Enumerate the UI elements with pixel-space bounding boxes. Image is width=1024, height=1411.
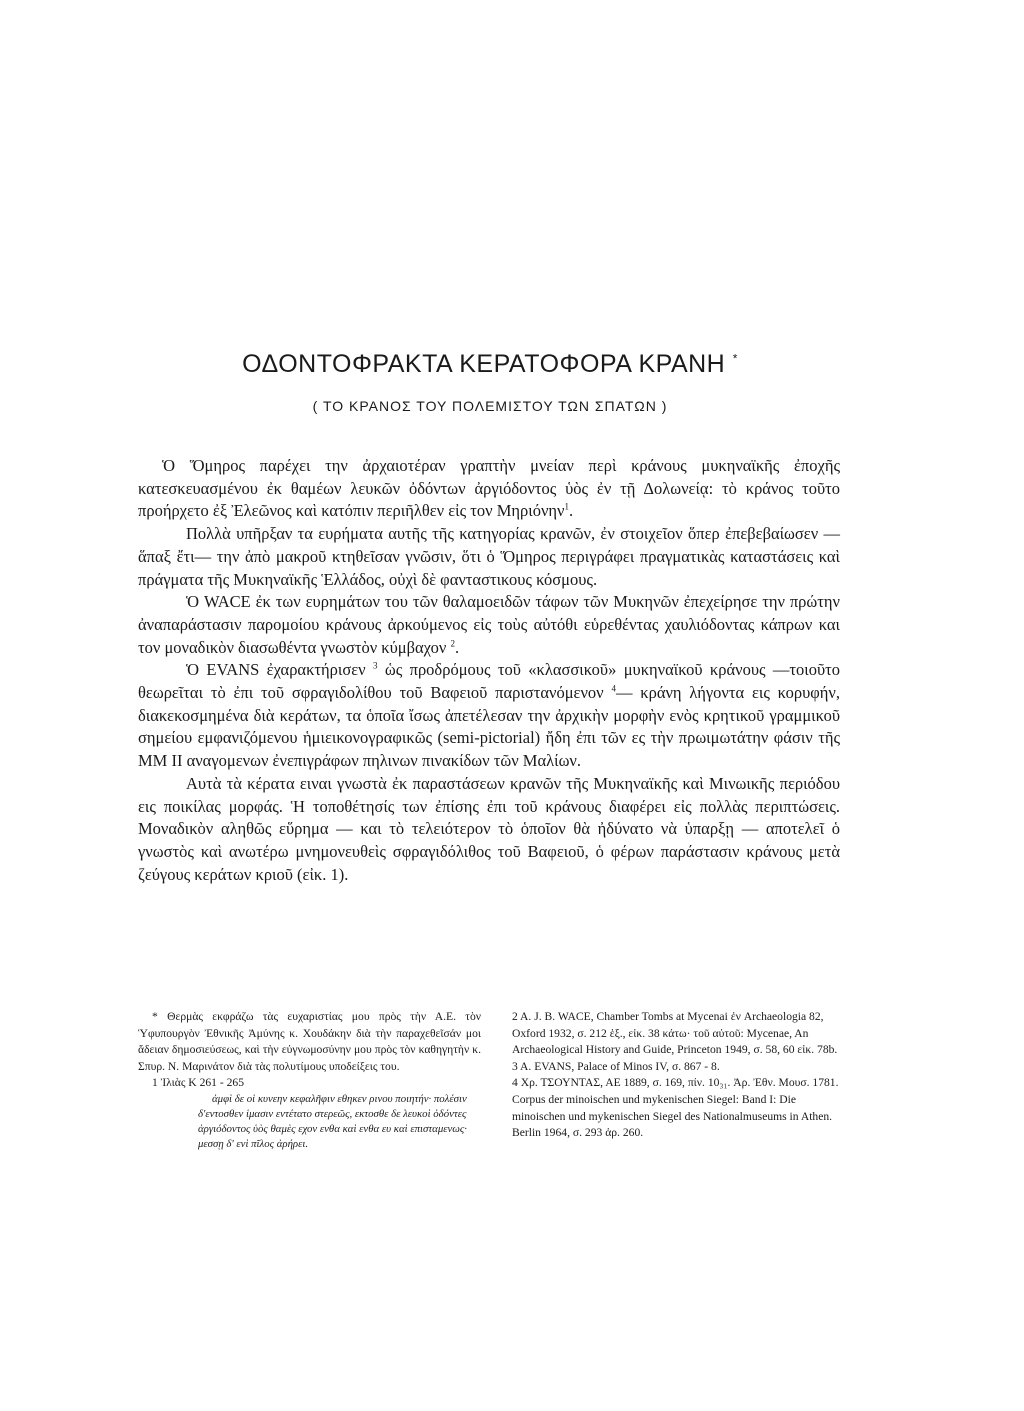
footnote-ref-2: 2 <box>450 638 455 649</box>
paragraph-1-text: Ὁ Ὅμηρος παρέχει την ἀρχαιοτέραν γραπτὴν μνείαν περὶ κράνους μυκηναϊκῆς ἐποχῆς κατεσκευασμένου ἐκ θαμέων λευκῶν ὀδόντων ἀργιόδοντος ὑὸς ἐν τῇ Δολωνείᾳ: τὸ κράνος τοῦτο προήρχετο ἐξ Ἐλεῶνος καὶ κατόπιν περιῆλθεν εἰς τον Μηριόνην <box>138 456 840 521</box>
footnotes-right-column <box>512 1009 842 1142</box>
footnote-ref-3: 3 <box>372 660 378 671</box>
article-subtitle: ( ΤΟ ΚΡΑΝΟΣ ΤΟΥ ΠΟΛΕΜΙΣΤΟΥ ΤΩΝ ΣΠΑΤΩΝ ) <box>312 398 668 414</box>
paragraph-3-text: Ὁ WACE ἐκ των ευρημάτων του τῶν θαλαμοειδῶν τάφων τῶν Μυκηνῶν ἐπεχείρησε την πρώτην ἀναπαράστασιν παρομοίου κράνους ἀρκούμενος εἰς τοὺς αὐτόθι εὑρεθέντας χαυλιόδοντας κάπρων και τον μοναδικὸν διασωθέντα γνωστὸν κύμβαχον <box>138 592 840 657</box>
footnote-2: 2 A. J. B. WACE, Chamber Tombs at Mycenai ἐν Archaeologia 82, Oxford 1932, σ. 212 ἑξ., εἰκ. 38 κάτω· τοῦ αὐτοῦ: Mycenae, An Archaeological History and Guide, Princeton 1949, σ. 58, 60 εἰκ. 78b. <box>512 1010 838 1057</box>
title-text: ΟΔΟΝΤΟΦΡΑΚΤΑ ΚΕΡΑΤΟΦΟΡΑ ΚΡΑΝΗ <box>242 350 726 378</box>
footnote-ref-4: 4 <box>611 683 616 694</box>
footnote-3: 3 A. EVANS, Palace of Minos IV, σ. 867 - 8. <box>512 1059 720 1073</box>
footnote-ref-1: 1 <box>564 501 570 512</box>
paragraph-4-text-a: Ὁ EVANS ἐχαρακτήρισεν <box>186 660 366 680</box>
paragraph-5: Αυτὰ τὰ κέρατα ειναι γνωστὰ ἐκ παραστάσεων κρανῶν τῆς Μυκηναϊκῆς καὶ Μινωικῆς περιόδου εις ποικίλας μορφάς. Ἡ τοποθέτησίς των ἐπίσης ἐπι τοῦ κράνους διαφέρει εἰς πολλὰς περιπτώσεις. Μοναδικὸν αληθῶς εὕρημα — και τὸ τελειότερον τὸ ὁποῖον θὰ ἠδύνατο νὰ ὑπαρξῃ — αποτελεῖ ὁ γνωστὸς καὶ ανωτέρω μνημονευθεὶς σφραγιδόλιθος τοῦ Βαφειοῦ, ὁ φέρων παράστασιν κράνους μετὰ ζεύγους κεράτων κριοῦ (εἰκ. 1). <box>138 773 840 884</box>
article-title <box>140 350 840 379</box>
paragraph-2: Πολλὰ υπῆρξαν τα ευρήματα αυτῆς τῆς κατηγορίας κρανῶν, ἐν στοιχεῖον ὅπερ ἐπεβεβαίωσεν —ἅπαξ ἔτι— την ἀπὸ μακροῦ κτηθεῖσαν γνῶσιν, ὅτι ὁ Ὅμηρος περιγράφει πραγματικὰς καταστάσεις καὶ πράγματα τῆς Μυκηναϊκῆς Ἑλλάδος, οὐχὶ δὲ φανταστικους κόσμους. <box>138 524 840 589</box>
main-text <box>138 455 840 886</box>
iliad-quote: ἀμφὶ δε οἱ κυνεην κεφαλῆφιν εθηκεν ρινου ποιητήν· πολέσιν δ'εντοσθεν ἱμασιν εντέτατο στερεῶς, εκτοσθε δε λευκοὶ ὀδόντες ἀργιόδοντος ὑὸς θαμὲς εχον ενθα καὶ ενθα ευ καὶ επισταμενως· μεσσῃ δ' ενὶ πῖλος ἀρήρει. <box>198 1092 468 1150</box>
footnote-star: * Θερμὰς εκφράζω τὰς ευχαριστίας μου πρὸς τὴν Α.Ε. τὸν Ὑφυπουργὸν Ἐθνικῆς Ἀμύνης κ. Χουδάκην διὰ τὴν παραχεθεῖσάν μοι ἄδειαν δημοσιεύσεως, καὶ τὴν εὐγνωμοσύνην μου πρὸς τὸν καθηγητὴν κ. Σπυρ. Ν. Μαρινάτον διὰ τὰς πολυτίμους υποδείξεις του. <box>138 1010 481 1073</box>
paragraph-1 <box>138 455 840 523</box>
title-footnote-mark: * <box>732 351 738 366</box>
footnote-4: 4 Χρ. ΤΣΟΥΝΤΑΣ, ΑΕ 1889, σ. 169, πίν. 10₃₁. Ἀρ. Ἐθν. Μουσ. 1781. Corpus der minoischen und mykenischen Siegel: Band I: Die minoischen und mykenischen Siegel des Nationalmuseums in Athen. Berlin 1964, σ. 293 ἀρ. 260. <box>512 1076 839 1140</box>
footnotes-left-column <box>138 1009 481 1152</box>
footnote-1: 1 Ἰλιὰς Κ 261 - 265 <box>152 1076 245 1090</box>
paragraph-4-text-b: ὡς προδρόμους τοῦ «κλασσικοῦ» μυκηναϊκοῦ κράνους —τοιοῦτο θεωρεῖται τὸ ἐπι τοῦ σφραγιδολίθου τοῦ Βαφειοῦ παριστανόμενον <box>138 660 841 703</box>
paragraph-3 <box>138 591 840 659</box>
paragraph-4-text-c: — κράνη λήγοντα εις κορυφήν, διακεκοσμημένα διὰ κεράτων, τα ὁποῖα ἴσως ἀπετέλεσαν την ἀρχικὴν μορφὴν ενὸς κρητικοῦ γραμμικοῦ σημείου εμφανιζόμενου ἡμιεικονογραφικῶς (semi-pictorial) ἤδη ἐπι τῶν ες τὴν πρωιμωτάτην φάσιν τῆς ΜΜ ΙΙ αναγομενων ἐνεπιγράφων πηλινων πινακίδων τῶν Μαλίων. <box>138 683 841 771</box>
paragraph-4 <box>138 659 840 773</box>
paragraph-1-end: . <box>569 501 574 521</box>
paragraph-3-end: . <box>454 637 460 657</box>
